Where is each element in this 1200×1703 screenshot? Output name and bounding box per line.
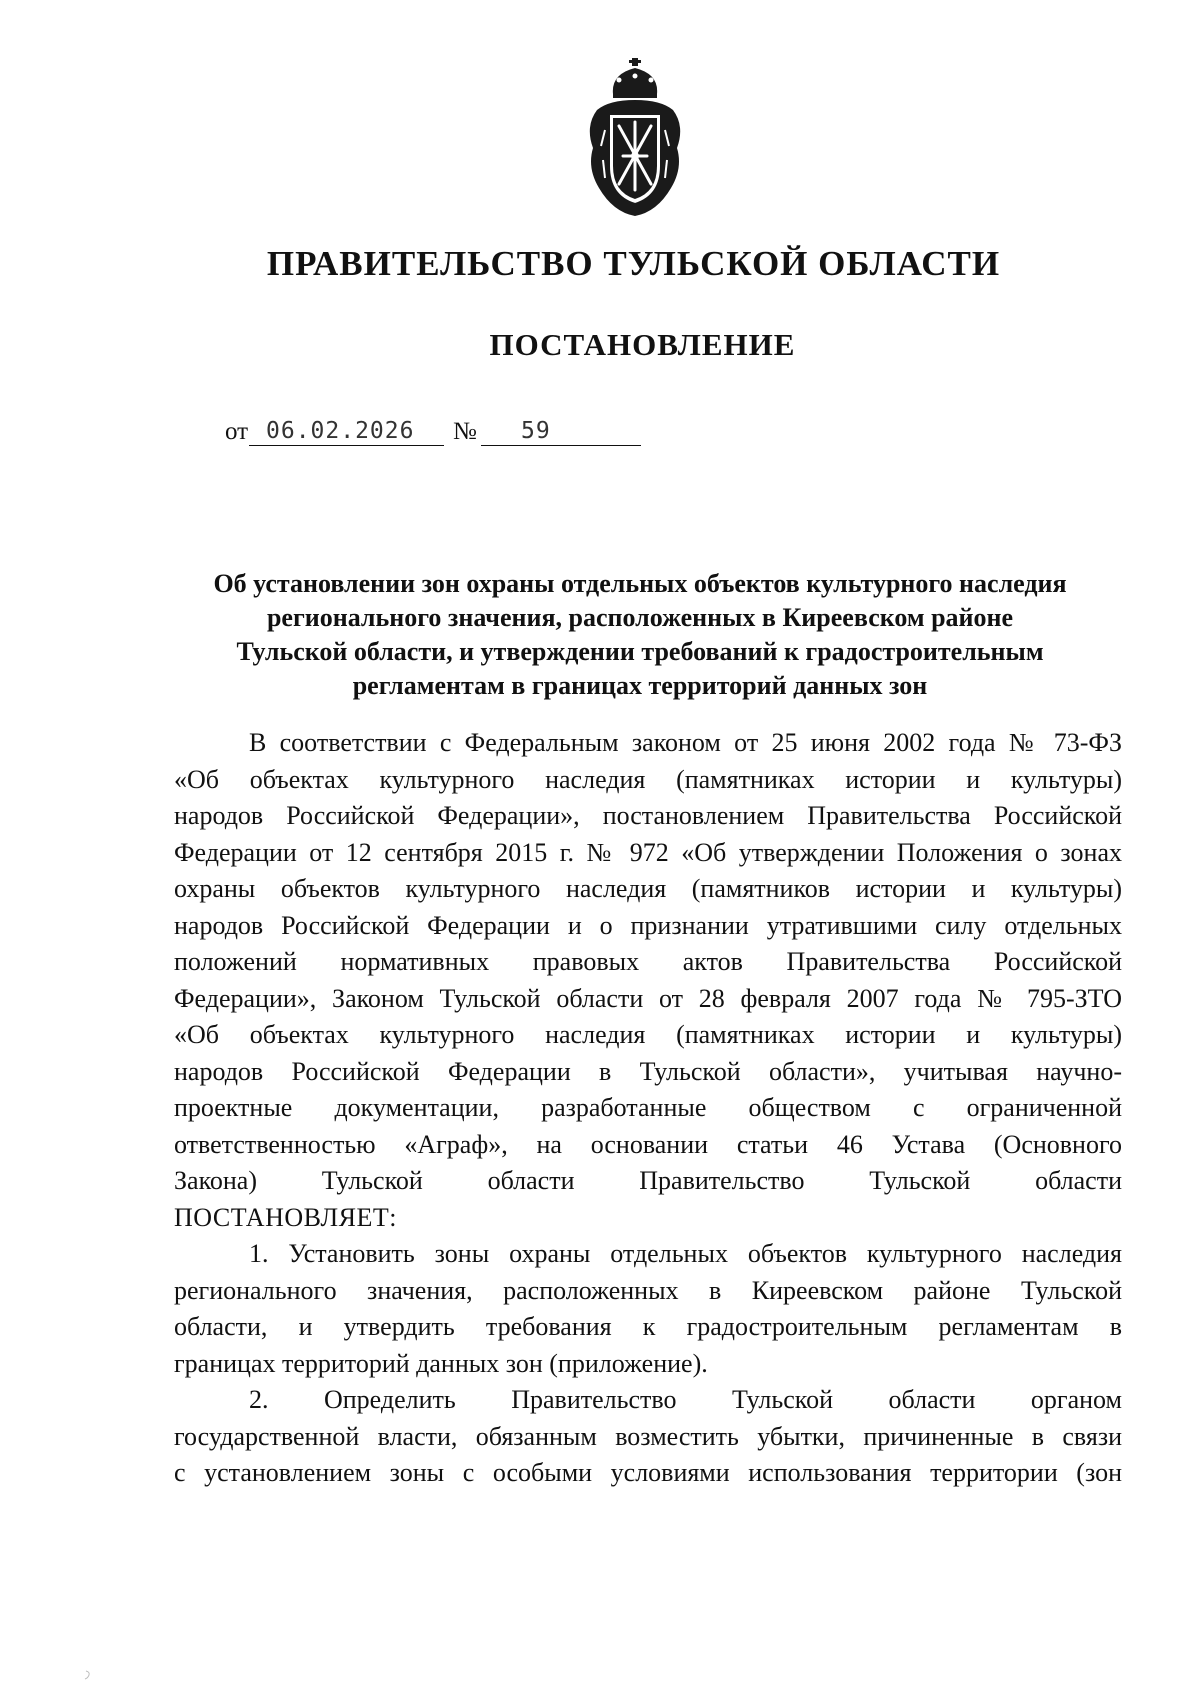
body-line: Федерации от 12 сентября 2015 г. № 972 «Об утверждении Положения о зонах <box>174 837 1122 867</box>
date-prefix: от <box>225 418 249 445</box>
crown-icon <box>613 58 657 98</box>
body-line: «Об объектах культурного наследия (памятниках истории и культуры) <box>174 764 1122 794</box>
subject-line: регионального значения, расположенных в Киреевском районе <box>266 603 1014 632</box>
body-line: области, и утвердить требования к градостроительным регламентам в <box>174 1312 1122 1341</box>
body-line: с установлением зоны с особыми условиями использования территории (зон <box>174 1458 1122 1487</box>
item-paragraph-1 <box>174 1236 1122 1382</box>
body-line: охраны объектов культурного наследия (памятников истории и культуры) <box>174 874 1122 903</box>
body-line: регионального значения, расположенных в Киреевском районе Тульской <box>174 1275 1122 1305</box>
body-line: народов Российской Федерации в Тульской области», учитывая научно- <box>174 1056 1122 1086</box>
decree-word: ПОСТАНОВЛЯЕТ: <box>174 1202 397 1232</box>
number-prefix: № <box>453 418 477 445</box>
body-line: «Об объектах культурного наследия (памятниках истории и культуры) <box>174 1020 1122 1049</box>
body-line: В соответствии с Федеральным законом от 25 июня 2002 года № 73-ФЗ <box>249 728 1122 757</box>
number-field: 59 <box>481 418 641 446</box>
subject-line: Тульской области, и утверждении требований к градостроительным <box>236 637 1044 666</box>
document-type-title: ПОСТАНОВЛЕНИЕ <box>489 327 796 362</box>
body-line: государственной власти, обязанным возместить убытки, причиненные в связи <box>174 1421 1122 1451</box>
date-field: 06.02.2026 <box>249 418 444 446</box>
body-line: 2. Определить Правительство Тульской области органом <box>249 1385 1122 1414</box>
body-line: ответственностью «Аграф», на основании статьи 46 Устава (Основного <box>174 1129 1122 1159</box>
government-title: ПРАВИТЕЛЬСТВО ТУЛЬСКОЙ ОБЛАСТИ <box>266 244 1001 283</box>
preamble-paragraph <box>174 725 1122 1236</box>
document-body <box>174 725 1122 1492</box>
tula-coat-of-arms-emblem <box>583 56 687 218</box>
body-line: проектные документации, разработанные обществом с ограниченной <box>174 1093 1122 1122</box>
body-line: народов Российской Федерации», постановлением Правительства Российской <box>174 801 1122 830</box>
body-line: народов Российской Федерации и о признании утратившими силу отдельных <box>174 910 1122 940</box>
body-line: положений нормативных правовых актов Правительства Российской <box>174 947 1122 976</box>
document-subject <box>140 567 1140 703</box>
body-line: 1. Установить зоны охраны отдельных объектов культурного наследия <box>249 1239 1122 1268</box>
item-paragraph-2 <box>174 1382 1122 1492</box>
body-line: Закона) Тульской области Правительство Тульской области <box>174 1166 1122 1195</box>
subject-line: регламентам в границах территорий данных зон <box>352 671 928 700</box>
body-line: Федерации», Законом Тульской области от 28 февраля 2007 года № 795-ЗТО <box>174 983 1122 1013</box>
subject-line: Об установлении зон охраны отдельных объектов культурного наследия <box>213 569 1067 598</box>
scan-mark-icon <box>84 1670 92 1680</box>
body-line: границах территорий данных зон (приложение). <box>174 1348 708 1378</box>
